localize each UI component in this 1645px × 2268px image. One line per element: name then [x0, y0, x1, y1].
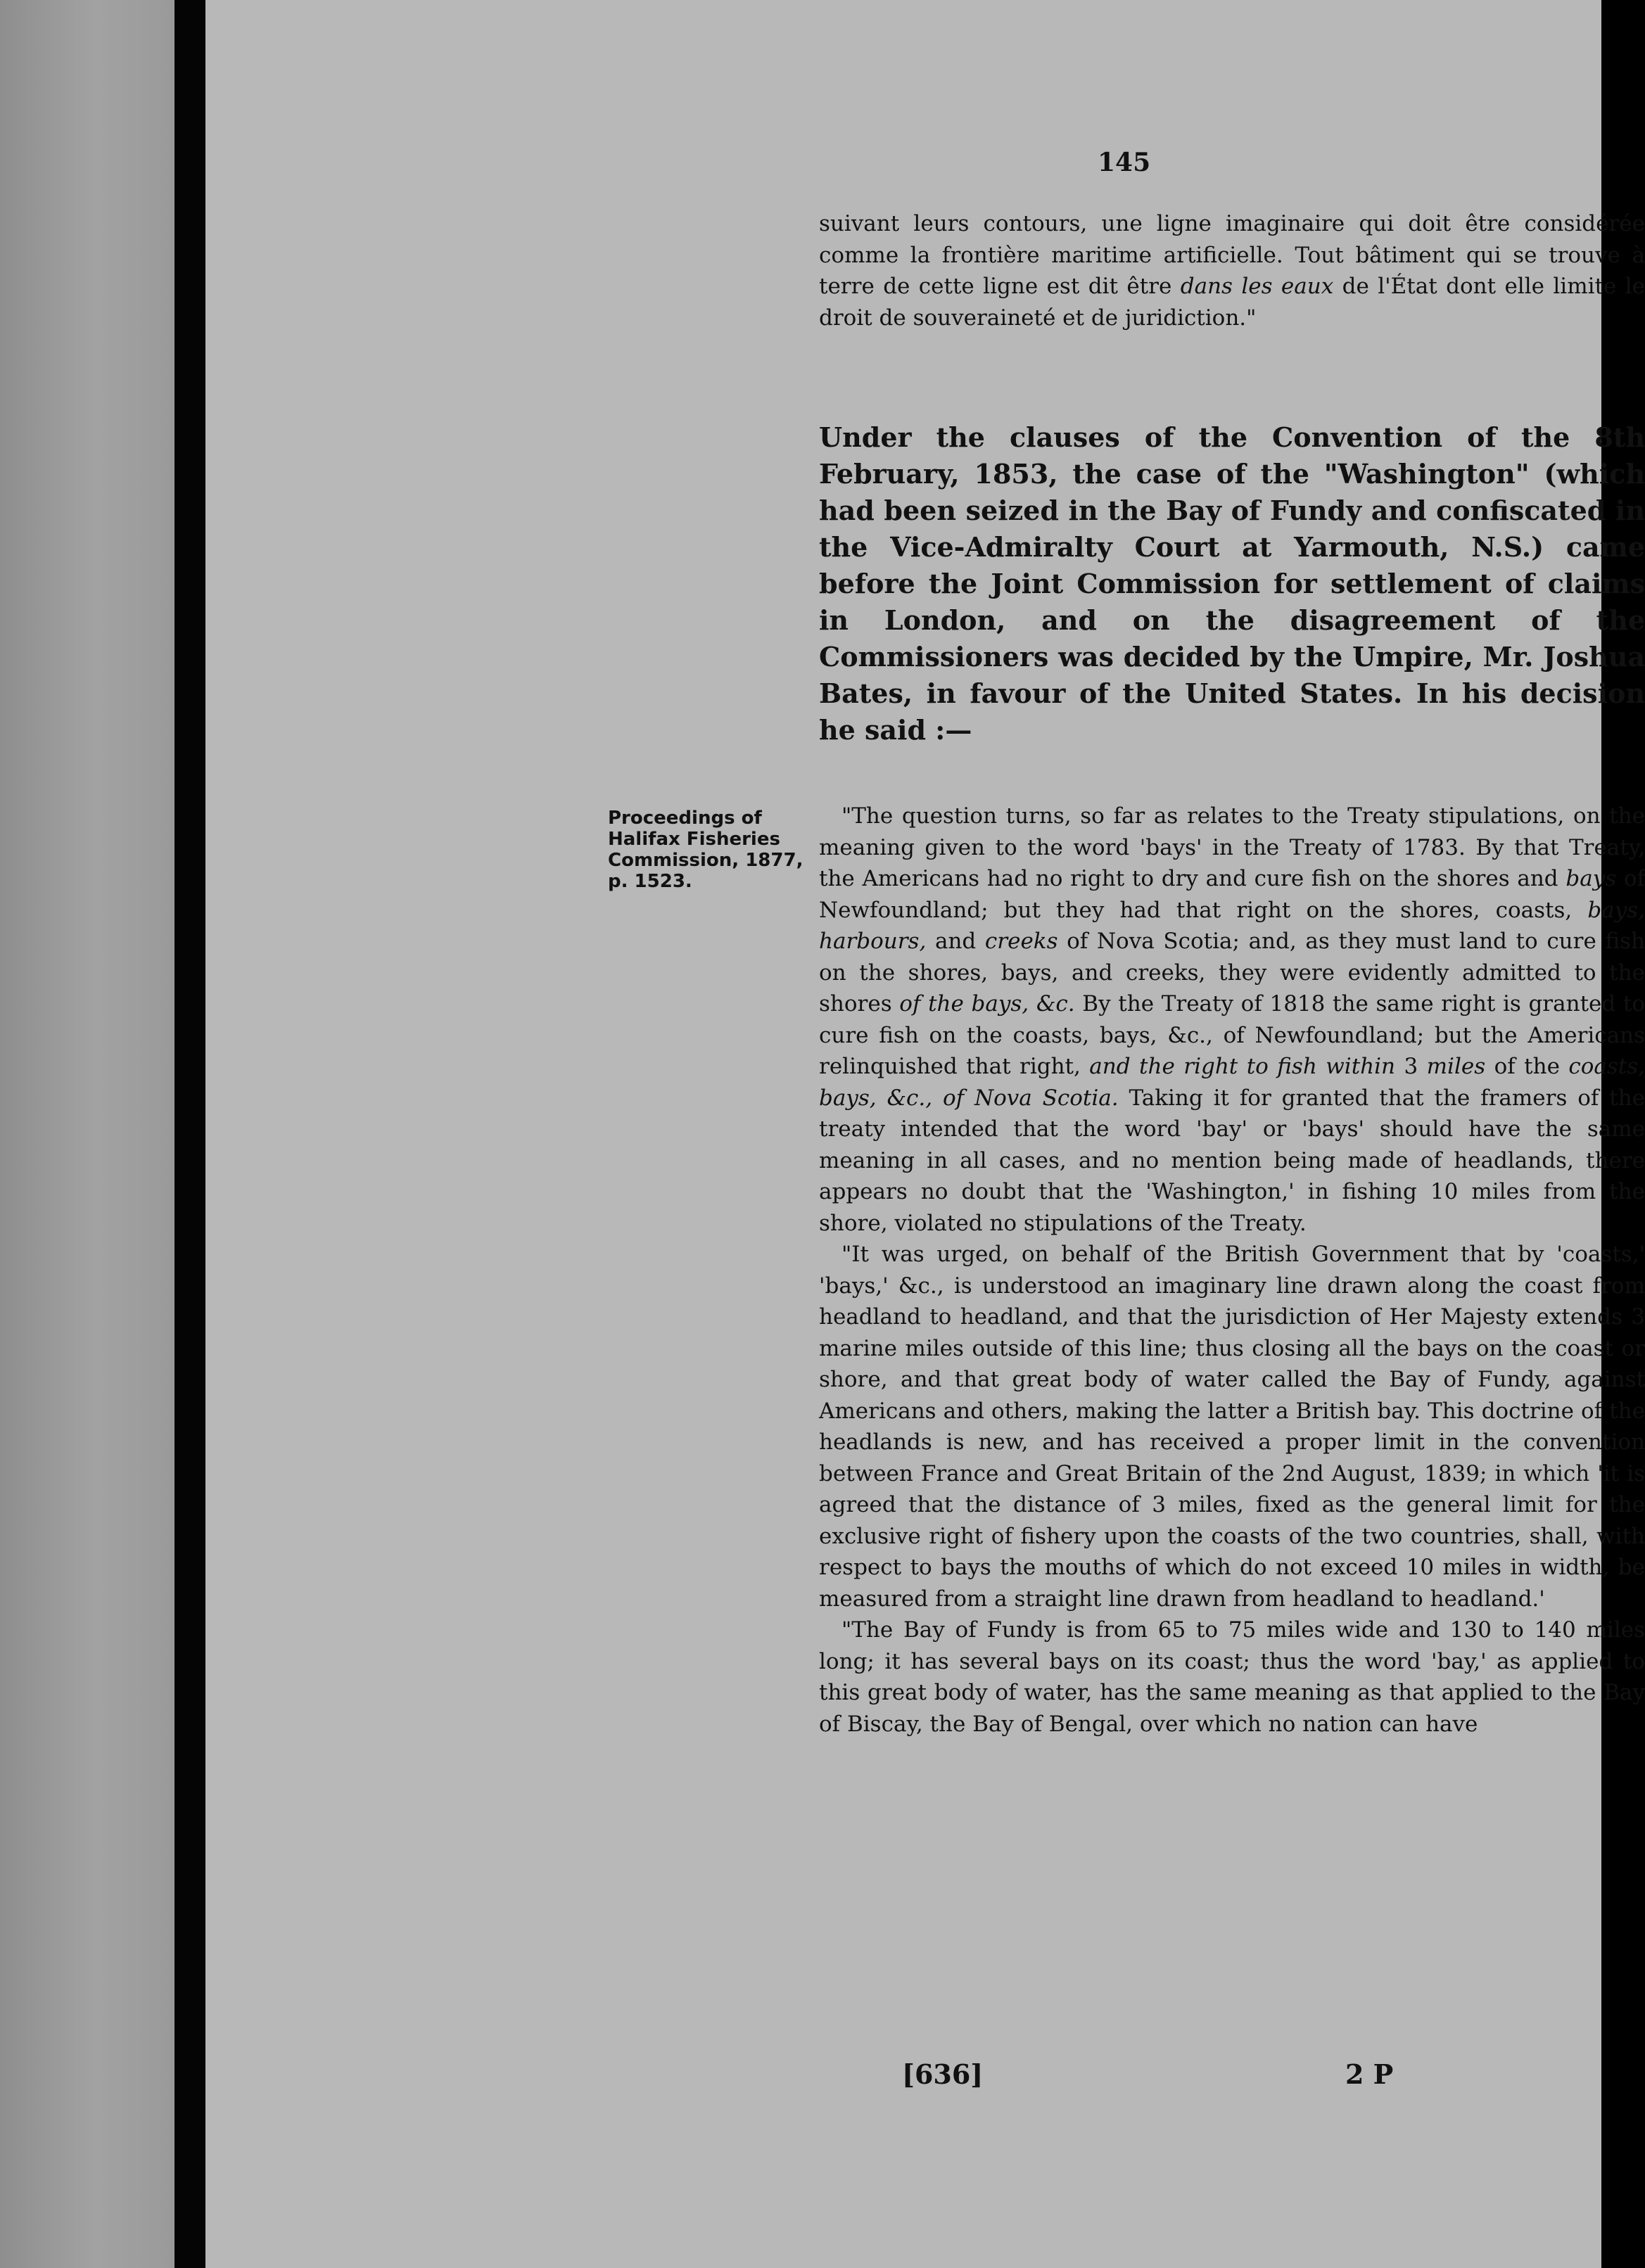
french-quote-continuation [819, 208, 1645, 333]
document-page [205, 0, 1645, 2268]
marginal-note-line: p. 1523. [608, 871, 692, 892]
binding-gutter [174, 0, 205, 2268]
quote-paragraph-3: "The Bay of Fundy is from 65 to 75 miles wide and 130 to 140 miles long; it has several bays on its coast; thus the word 'bay,' as applied to this great body of water, has the same meaning as that applied to the Bay of Biscay, the Bay of Bengal, over which no nation can have [819, 1617, 1645, 1737]
french-quote-paragraph: suivant leurs contours, une ligne imaginaire qui doit être considérée comme la frontière maritime artificielle. Tout bâtiment qui se trouve à terre de cette ligne est dit être dans les eaux de l'État dont elle limite le droit de souveraineté et de juridiction." [819, 211, 1645, 331]
lead-paragraph: Under the clauses of the Convention of the 8th February, 1853, the case of the "Washington" (which had been seized in the Bay of Fundy and confiscated in the Vice-Admiralty Court at Yarmouth, N.S.) came before the Joint Commission for settlement of claims in London, and on the disagreement of the Commissioners was decided by the Umpire, Mr. Joshua Bates, in favour of the United States. In his decision he said :— [819, 421, 1645, 746]
sheet-mark: [636] [902, 2058, 984, 2090]
quote-paragraph-1: "The question turns, so far as relates to the Treaty stipulations, on the meaning given to the word 'bays' in the Treaty of 1783. By that Treaty, the Americans had no right to dry and cure fish on the shores and bays of Newfoundland; but they had that right on the shores, coasts, bays, harbours, and creeks of Nova Scotia; and, as they must land to cure fish on the shores, bays, and creeks, they were evidently admitted to the shores of the bays, &c. By the Treaty of 1818 the same right is granted to cure fish on the coasts, bays, &c., of Newfoundland; but the Americans relinquished that right, and the right to fish within 3 miles of the coasts, bays, &c., of Nova Scotia. Taking it for granted that the framers of the treaty intended that the word 'bay' or 'bays' should have the same meaning in all cases, and no mention being made of headlands, there appears no doubt that the 'Washington,' in fishing 10 miles from the shore, violated no stipulations of the Treaty. [819, 803, 1645, 1236]
signature-mark: 2 P [1345, 2058, 1394, 2090]
marginal-note-line: Halifax Fisheries [608, 829, 780, 850]
marginal-note [608, 808, 812, 892]
marginal-note-line: Commission, 1877, [608, 850, 804, 871]
marginal-note-line: Proceedings of [608, 808, 762, 829]
umpire-decision-quote [819, 801, 1645, 1740]
facing-page-edge [0, 0, 174, 2268]
quote-paragraph-2: "It was urged, on behalf of the British Government that by 'coasts,' 'bays,' &c., is understood an imaginary line drawn along the coast from headland to headland, and that the jurisdiction of Her Majesty extends 3 marine miles outside of this line; thus closing all the bays on the coast or shore, and that great body of water called the Bay of Fundy, against Americans and others, making the latter a British bay. This doctrine of the headlands is new, and has received a proper limit in the convention between France and Great Britain of the 2nd August, 1839; in which 'it is agreed that the distance of 3 miles, fixed as the general limit for the exclusive right of fishery upon the coasts of the two countries, shall, with respect to bays the mouths of which do not exceed 10 miles in width, be measured from a straight line drawn from headland to headland.' [819, 1242, 1645, 1612]
page-number: 145 [1098, 148, 1151, 177]
